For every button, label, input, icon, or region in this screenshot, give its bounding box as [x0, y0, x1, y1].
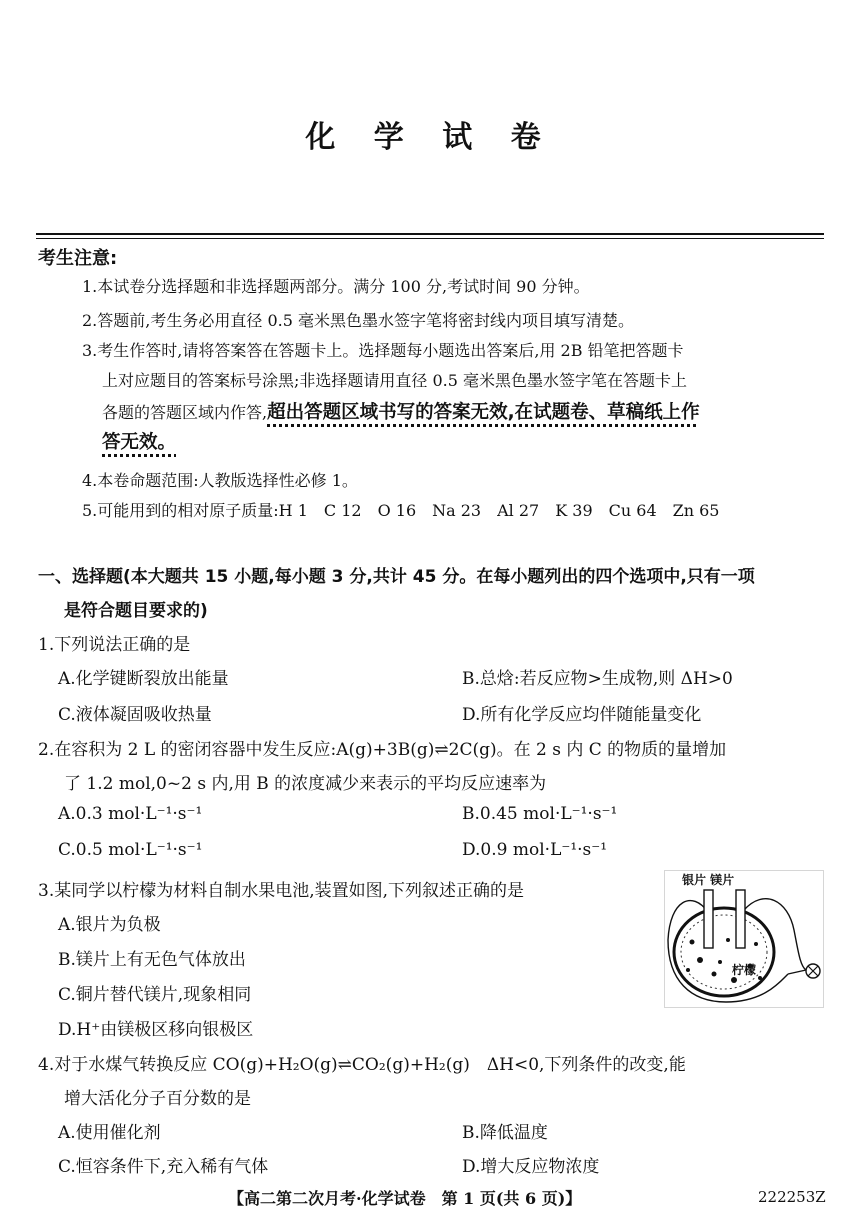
notice-item-5: 5.可能用到的相对原子质量:H 1 C 12 O 16 Na 23 Al 27 K 39 Cu 64 Zn 65	[82, 501, 720, 520]
question-2-option-b: B.0.45 mol·L⁻¹·s⁻¹	[462, 804, 618, 824]
lemon-icon	[674, 908, 774, 996]
page-footer: 【高二第二次月考·化学试卷 第 1 页(共 6 页)】	[228, 1189, 582, 1208]
question-2-stem-line-2: 了 1.2 mol,0~2 s 内,用 B 的浓度减少来表示的平均反应速率为	[64, 774, 547, 794]
magnesium-electrode	[736, 890, 745, 948]
question-4-option-a: A.使用催化剂	[58, 1123, 161, 1143]
paper-code: 222253Z	[758, 1188, 826, 1206]
notice-item-3-line-2: 上对应题目的答案标号涂黑;非选择题请用直径 0.5 毫米黑色墨水签字笔在答题卡上	[102, 371, 688, 390]
page-title: 化 学 试 卷	[305, 120, 555, 155]
section-heading: 一、选择题(本大题共 15 小题,每小题 3 分,共计 45 分。在每小题列出的四个选项中,只有一项	[38, 567, 755, 587]
question-4-stem-line-2: 增大活化分子百分数的是	[64, 1089, 251, 1109]
question-3-option-c: C.铜片替代镁片,现象相同	[58, 985, 252, 1005]
question-3-stem: 3.某同学以柠檬为材料自制水果电池,装置如图,下列叙述正确的是	[38, 881, 525, 901]
figure-electrode-labels: 银片 镁片	[682, 873, 735, 887]
notice-item-3-line-3	[102, 398, 700, 424]
question-2-option-a: A.0.3 mol·L⁻¹·s⁻¹	[58, 804, 203, 824]
header-rule-thick	[36, 233, 824, 235]
notice-emphasis-2: 答无效。	[102, 432, 177, 453]
question-1-option-b: B.总焓:若反应物>生成物,则 ΔH>0	[462, 669, 733, 689]
header-rule-thin	[36, 238, 824, 239]
question-4-option-c: C.恒容条件下,充入稀有气体	[58, 1157, 269, 1177]
question-2-option-c: C.0.5 mol·L⁻¹·s⁻¹	[58, 840, 203, 860]
notice-item-2: 2.答题前,考生务必用直径 0.5 毫米黑色墨水签字笔将密封线内项目填写清楚。	[82, 311, 634, 330]
question-2-option-d: D.0.9 mol·L⁻¹·s⁻¹	[462, 840, 608, 860]
question-4-stem: 4.对于水煤气转换反应 CO(g)+H₂O(g)⇌CO₂(g)+H₂(g) ΔH<0,下列条件的改变,能	[38, 1055, 686, 1075]
question-1-stem: 1.下列说法正确的是	[38, 635, 191, 655]
notice-item-4: 4.本卷命题范围:人教版选择性必修 1。	[82, 471, 358, 490]
question-4-option-d: D.增大反应物浓度	[462, 1157, 600, 1177]
notice-heading: 考生注意:	[38, 248, 118, 269]
notice-item-1: 1.本试卷分选择题和非选择题两部分。满分 100 分,考试时间 90 分钟。	[82, 277, 590, 296]
silver-electrode	[704, 890, 713, 948]
lemon-battery-figure	[664, 870, 824, 1008]
question-1-option-d: D.所有化学反应均伴随能量变化	[462, 705, 702, 725]
notice-emphasis-1: 超出答题区域书写的答案无效,在试题卷、草稿纸上作	[267, 402, 700, 423]
notice-item-3-text: 各题的答题区域内作答,	[102, 403, 268, 422]
question-2-stem: 2.在容积为 2 L 的密闭容器中发生反应:A(g)+3B(g)⇌2C(g)。在 2 s 内 C 的物质的量增加	[38, 740, 727, 760]
section-heading-line-2: 是符合题目要求的)	[64, 601, 208, 621]
question-4-option-b: B.降低温度	[462, 1123, 548, 1143]
question-1-option-c: C.液体凝固吸收热量	[58, 705, 212, 725]
notice-item-3-line-4	[102, 428, 176, 454]
question-3-option-b: B.镁片上有无色气体放出	[58, 950, 246, 970]
question-3-option-d: D.H⁺由镁极区移向银极区	[58, 1020, 254, 1040]
notice-item-3: 3.考生作答时,请将答案答在答题卡上。选择题每小题选出答案后,用 2B 铅笔把答题卡	[82, 341, 684, 360]
question-3-option-a: A.银片为负极	[58, 915, 161, 935]
figure-lemon-label: 柠檬	[732, 963, 757, 977]
question-1-option-a: A.化学键断裂放出能量	[58, 669, 229, 689]
